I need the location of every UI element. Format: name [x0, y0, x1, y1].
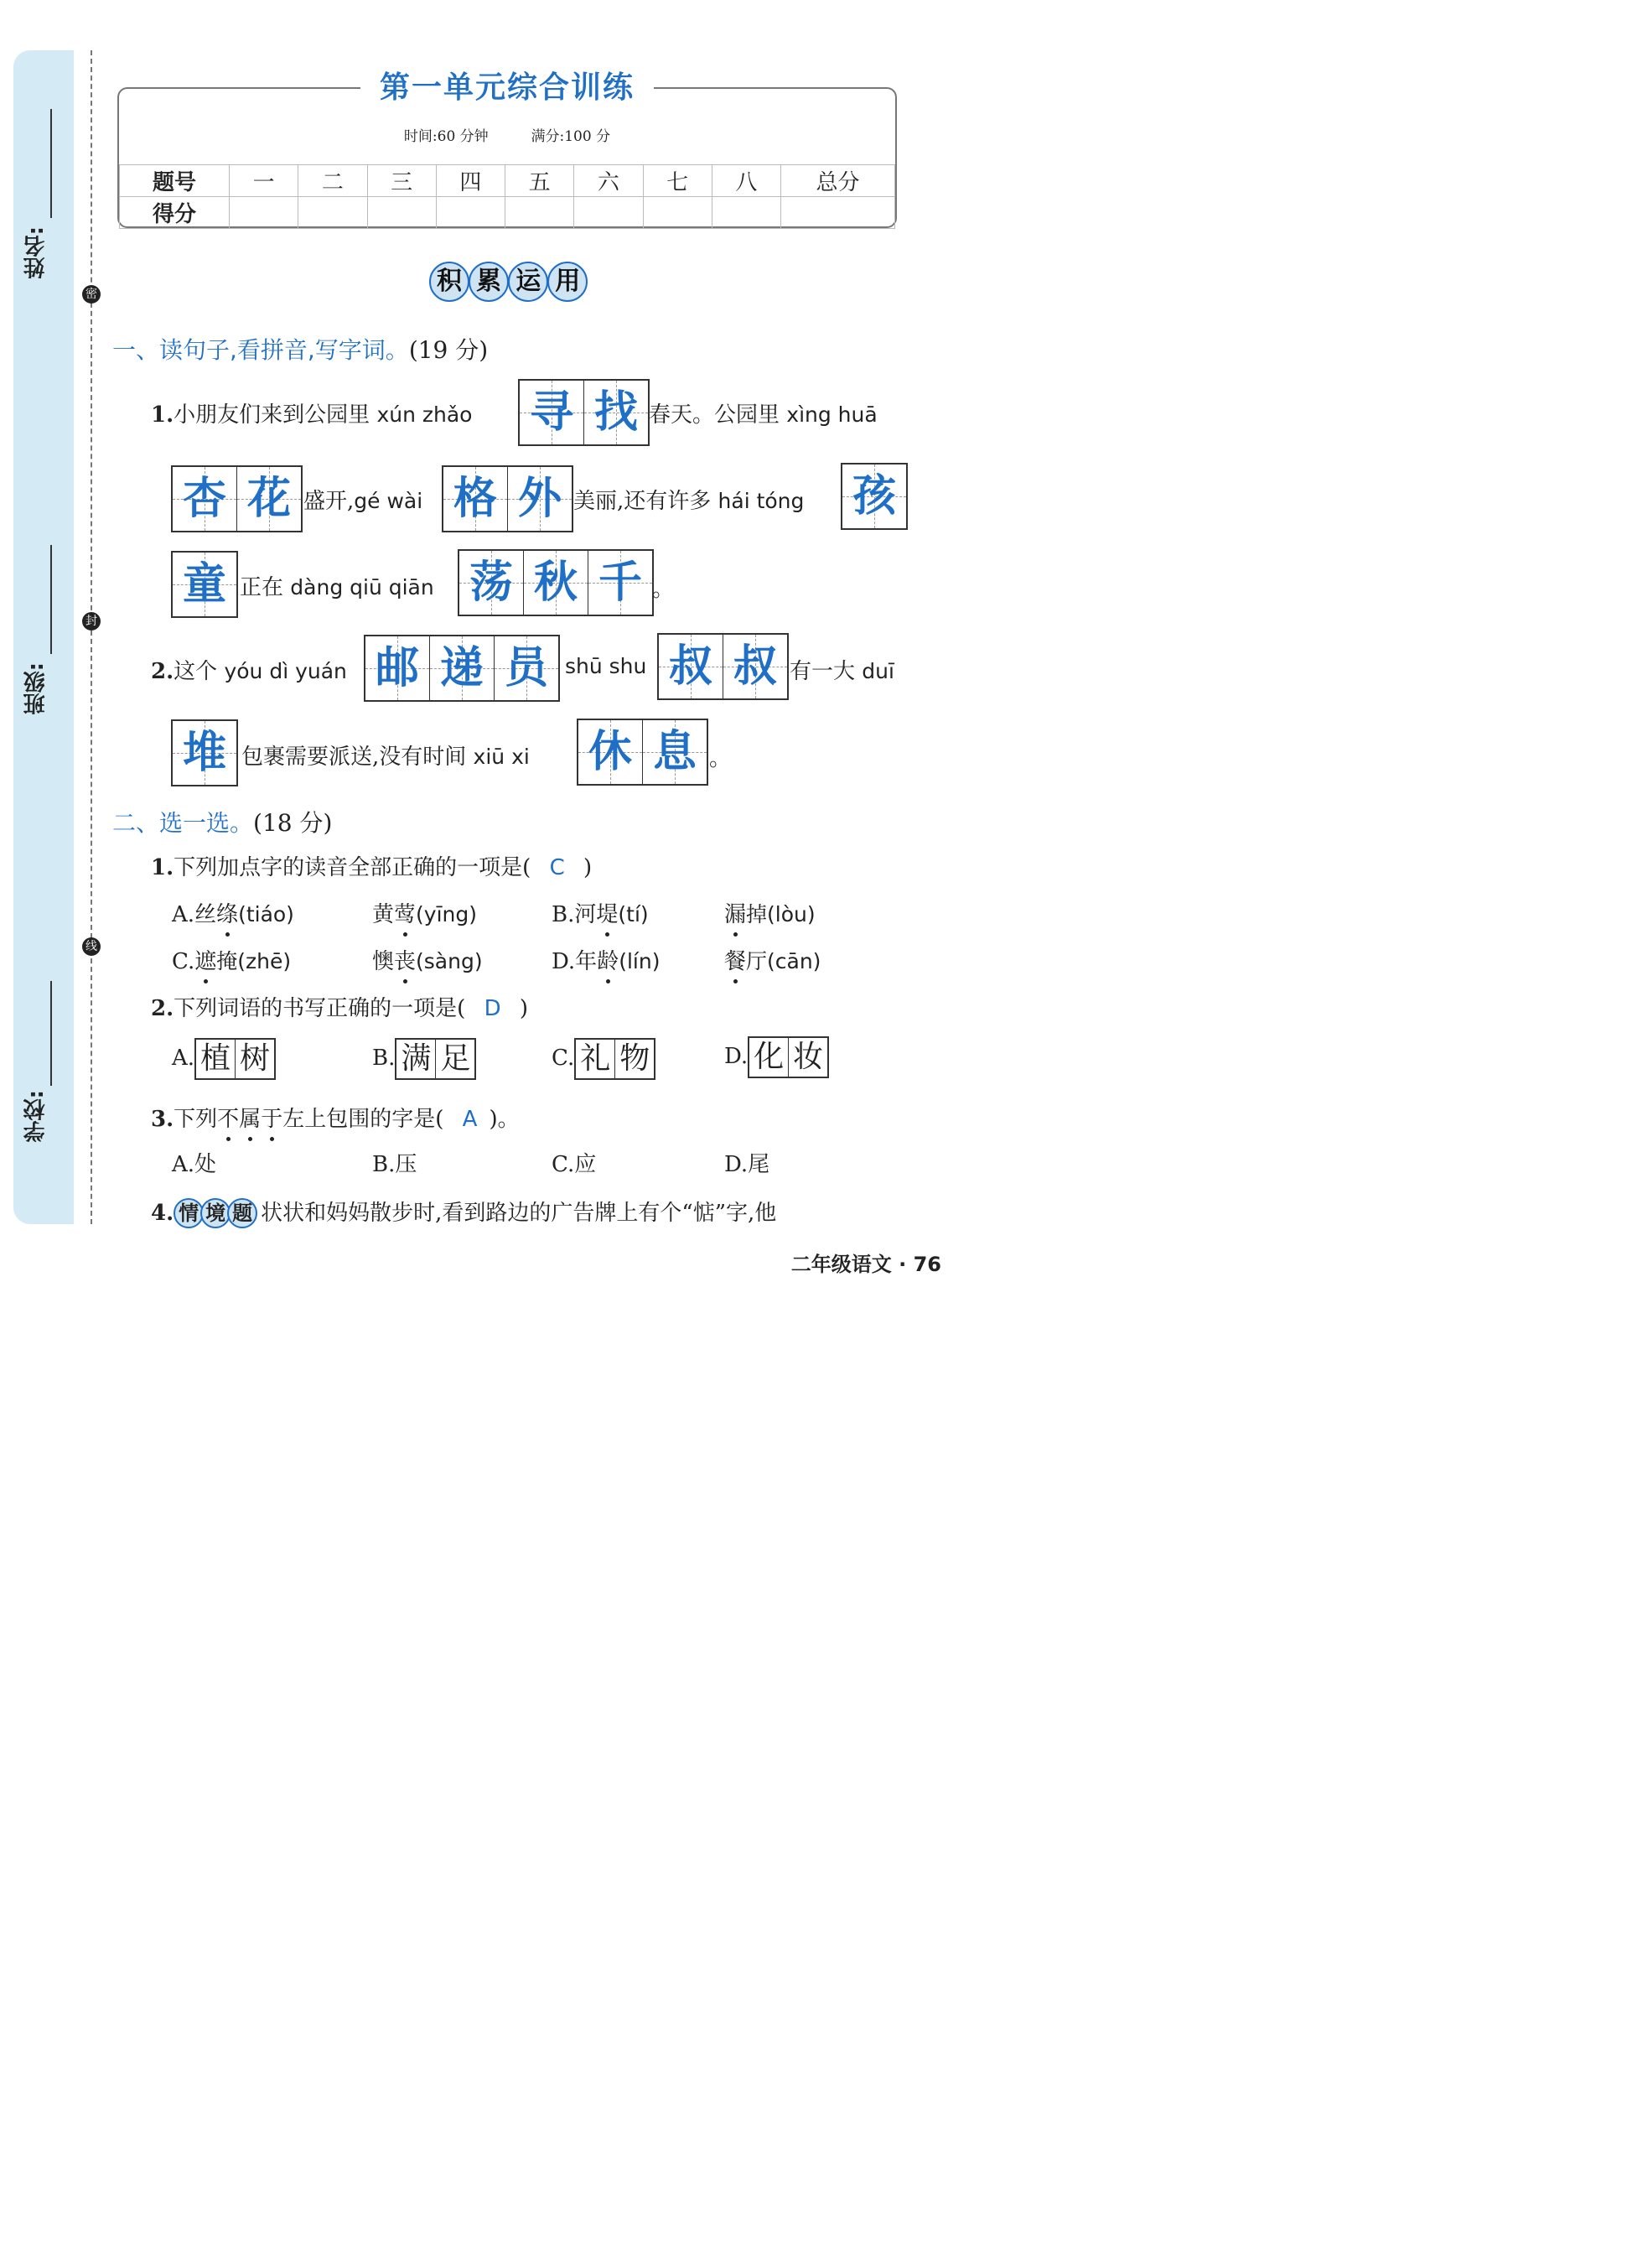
- s2-q2-option-d[interactable]: D. 化 妆: [724, 1036, 829, 1078]
- q-number: 2.: [151, 659, 174, 684]
- scenario-tag: 题: [227, 1198, 257, 1228]
- class-label: 班级:: [23, 662, 49, 715]
- q-text: 这个: [174, 659, 218, 684]
- s1-q2-end: 。: [709, 746, 732, 771]
- score-table-row-numbers: [120, 165, 895, 197]
- s1-q1-end: 。: [652, 577, 675, 602]
- answer-cell: 格: [443, 467, 507, 531]
- answer-cell: 外: [507, 467, 572, 531]
- s2-q2-option-b[interactable]: B. 满 足: [372, 1038, 476, 1080]
- s2-q1-option[interactable]: 漏掉(lòu): [724, 897, 816, 928]
- banner-char: 用: [547, 262, 588, 302]
- score-cell[interactable]: [643, 197, 712, 229]
- q-text: )。: [489, 1107, 520, 1132]
- q-number: 4.: [151, 1201, 174, 1226]
- answer-cell: 递: [429, 636, 494, 700]
- pinyin: gé wài: [354, 489, 423, 513]
- answer-boxes-xunzhao[interactable]: [518, 379, 650, 446]
- s1-q1-line3a: [240, 570, 434, 601]
- s1-q2-line1b: [790, 654, 894, 685]
- score-cell[interactable]: [230, 197, 298, 229]
- answer-cell: 童: [173, 553, 236, 616]
- section-banner: [429, 262, 583, 307]
- pinyin: xiū xi: [473, 745, 530, 769]
- s2-q1-option[interactable]: C.遮掩(zhē): [172, 944, 291, 975]
- answer-boxes-dangqiuqian[interactable]: [458, 549, 654, 616]
- answer-cell: 休: [578, 720, 642, 784]
- answer-cell: 叔: [659, 635, 723, 698]
- s2-q1-stem: [151, 850, 592, 881]
- col-8: 八: [712, 165, 780, 197]
- pinyin: shū shu: [565, 654, 647, 678]
- q-text: 下列词语的书写正确的一项是(: [174, 996, 466, 1021]
- score-table-row-scores: [120, 197, 895, 229]
- answer-cell: 花: [236, 467, 301, 531]
- dotted-char: 于: [261, 1102, 282, 1133]
- q-text: 包裹需要派送,没有时间: [241, 745, 467, 770]
- cut-line: [91, 50, 92, 1224]
- s2-q1-option[interactable]: 黄莺(yīng): [372, 897, 477, 928]
- s2-q1-option[interactable]: 餐厅(cān): [724, 944, 821, 975]
- pinyin: xún zhǎo: [376, 402, 473, 427]
- answer-cell: 员: [494, 636, 558, 700]
- banner-char: 运: [508, 262, 548, 302]
- answer-letter[interactable]: D: [484, 996, 501, 1021]
- s2-q1-option[interactable]: 懊丧(sàng): [372, 944, 483, 975]
- scenario-tag: 情: [174, 1198, 204, 1228]
- q-text: 状状和妈妈散步时,看到路边的广告牌上有个“惦”字,他: [261, 1201, 777, 1226]
- s1-q2-line2a: [241, 740, 530, 771]
- answer-cell: 息: [642, 720, 707, 784]
- s2-q3-option[interactable]: A.处: [172, 1152, 217, 1177]
- school-line: [50, 981, 52, 1086]
- q-number: 1.: [151, 855, 174, 880]
- answer-letter[interactable]: C: [549, 855, 565, 880]
- q-text: 正在: [240, 575, 284, 600]
- q-text: ): [583, 855, 593, 880]
- section1-title: 一、读句子,看拼音,写字词。: [112, 336, 409, 364]
- answer-cell: 孩: [842, 464, 906, 528]
- answer-cell: 找: [583, 381, 648, 444]
- s2-q3-option[interactable]: C.应: [552, 1152, 597, 1177]
- seal-xian: 线: [82, 937, 101, 956]
- s2-q3-option[interactable]: D.尾: [724, 1152, 770, 1177]
- score-cell[interactable]: [436, 197, 505, 229]
- banner-char: 累: [469, 262, 509, 302]
- s1-q2-py2: [565, 654, 646, 679]
- s2-q2-option-c[interactable]: C. 礼 物: [552, 1038, 655, 1080]
- q-text: 美丽,还有许多: [573, 489, 712, 514]
- s2-q3-option[interactable]: B.压: [372, 1152, 417, 1177]
- section2-points: (18 分): [253, 809, 333, 837]
- q-text: 小朋友们来到公园里: [174, 402, 370, 428]
- col-1: 一: [230, 165, 298, 197]
- answer-box-hai[interactable]: [841, 463, 908, 530]
- q-number: 2.: [151, 996, 174, 1021]
- page-footer: 二年级语文 · 76: [790, 1253, 941, 1276]
- section2-heading: [112, 805, 332, 838]
- score-cell[interactable]: [298, 197, 367, 229]
- pinyin: duī: [862, 659, 894, 683]
- pinyin: hái tóng: [718, 489, 805, 513]
- score-info: 满分:100 分: [531, 128, 611, 145]
- s2-q1-option[interactable]: B.河堤(tí): [552, 897, 649, 928]
- pinyin: xìng huā: [786, 402, 878, 427]
- s2-q1-option[interactable]: D.年龄(lín): [552, 944, 660, 975]
- score-cell[interactable]: [367, 197, 436, 229]
- q-text: ): [519, 996, 529, 1021]
- pinyin: dàng qiū qiān: [290, 575, 434, 599]
- answer-cell: 寻: [520, 381, 583, 444]
- q-text: 有一大: [790, 659, 856, 684]
- answer-boxes-gewai[interactable]: [442, 465, 573, 532]
- s2-q2-option-a[interactable]: A. 植 树: [172, 1038, 276, 1080]
- page-title: 第一单元综合训练: [360, 64, 654, 106]
- answer-cell: 杏: [173, 467, 236, 531]
- answer-boxes-xiuxi[interactable]: [577, 719, 708, 786]
- q-text: 春天。公园里: [649, 402, 780, 428]
- dotted-char: 不: [217, 1102, 239, 1133]
- class-line: [50, 545, 52, 654]
- answer-cell: 叔: [723, 635, 787, 698]
- answer-cell: 堆: [173, 721, 236, 785]
- s1-q1-line2b: [573, 484, 804, 515]
- s2-q3-stem: [151, 1102, 520, 1133]
- pinyin: yóu dì yuán: [224, 659, 347, 683]
- answer-boxes-xinghua[interactable]: [171, 465, 303, 532]
- col-4: 四: [436, 165, 505, 197]
- col-6: 六: [574, 165, 643, 197]
- q-text: 盛开,: [303, 489, 355, 514]
- name-line: [50, 109, 52, 218]
- col-5: 五: [505, 165, 574, 197]
- scenario-tag: 境: [200, 1198, 231, 1228]
- section1-heading: [112, 332, 488, 366]
- answer-letter[interactable]: A: [462, 1107, 478, 1132]
- q-text: 下列: [174, 1107, 218, 1132]
- section2-title: 二、选一选。: [112, 809, 254, 837]
- answer-boxes-shushu[interactable]: [657, 633, 789, 700]
- time-score-info: [117, 124, 897, 145]
- row-label-defen: 得分: [120, 197, 230, 229]
- answer-cell: 邮: [365, 636, 429, 700]
- score-cell[interactable]: [574, 197, 643, 229]
- s2-q1-option[interactable]: A.丝绦(tiáo): [172, 897, 294, 928]
- s2-q4-stem: [151, 1196, 776, 1228]
- time-info: 时间:60 分钟: [403, 128, 489, 145]
- answer-cell: 千: [588, 551, 652, 615]
- s1-q1-line1: [151, 397, 472, 428]
- q-text: 下列加点字的读音全部正确的一项是(: [174, 855, 531, 880]
- col-7: 七: [643, 165, 712, 197]
- score-cell[interactable]: [505, 197, 574, 229]
- answer-box-dui[interactable]: [171, 719, 238, 786]
- score-cell[interactable]: [781, 197, 895, 229]
- banner-char: 积: [429, 262, 469, 302]
- school-label: 学校:: [23, 1090, 49, 1143]
- name-label: 姓名:: [23, 226, 49, 279]
- q-number: 3.: [151, 1107, 174, 1132]
- answer-box-tong[interactable]: [171, 551, 238, 618]
- answer-cell: 荡: [459, 551, 523, 615]
- dotted-char: 属: [239, 1102, 261, 1133]
- col-3: 三: [367, 165, 436, 197]
- q-number: 1.: [151, 402, 174, 428]
- section1-points: (19 分): [408, 336, 489, 364]
- score-table: [119, 164, 895, 229]
- col-total: 总分: [781, 165, 895, 197]
- s2-q2-stem: [151, 991, 528, 1022]
- seal-mi: 密: [82, 285, 101, 304]
- q-text: 左上包围的字是(: [282, 1107, 444, 1132]
- col-2: 二: [298, 165, 367, 197]
- row-label-tihao: 题号: [120, 165, 230, 197]
- score-cell[interactable]: [712, 197, 780, 229]
- answer-cell: 秋: [523, 551, 588, 615]
- s1-q1-line2a: [303, 484, 422, 515]
- seal-feng: 封: [82, 612, 101, 631]
- s1-q2-line1a: [151, 654, 347, 685]
- answer-boxes-youdiyuan[interactable]: [364, 635, 560, 702]
- s1-q1-line1b: [649, 397, 878, 428]
